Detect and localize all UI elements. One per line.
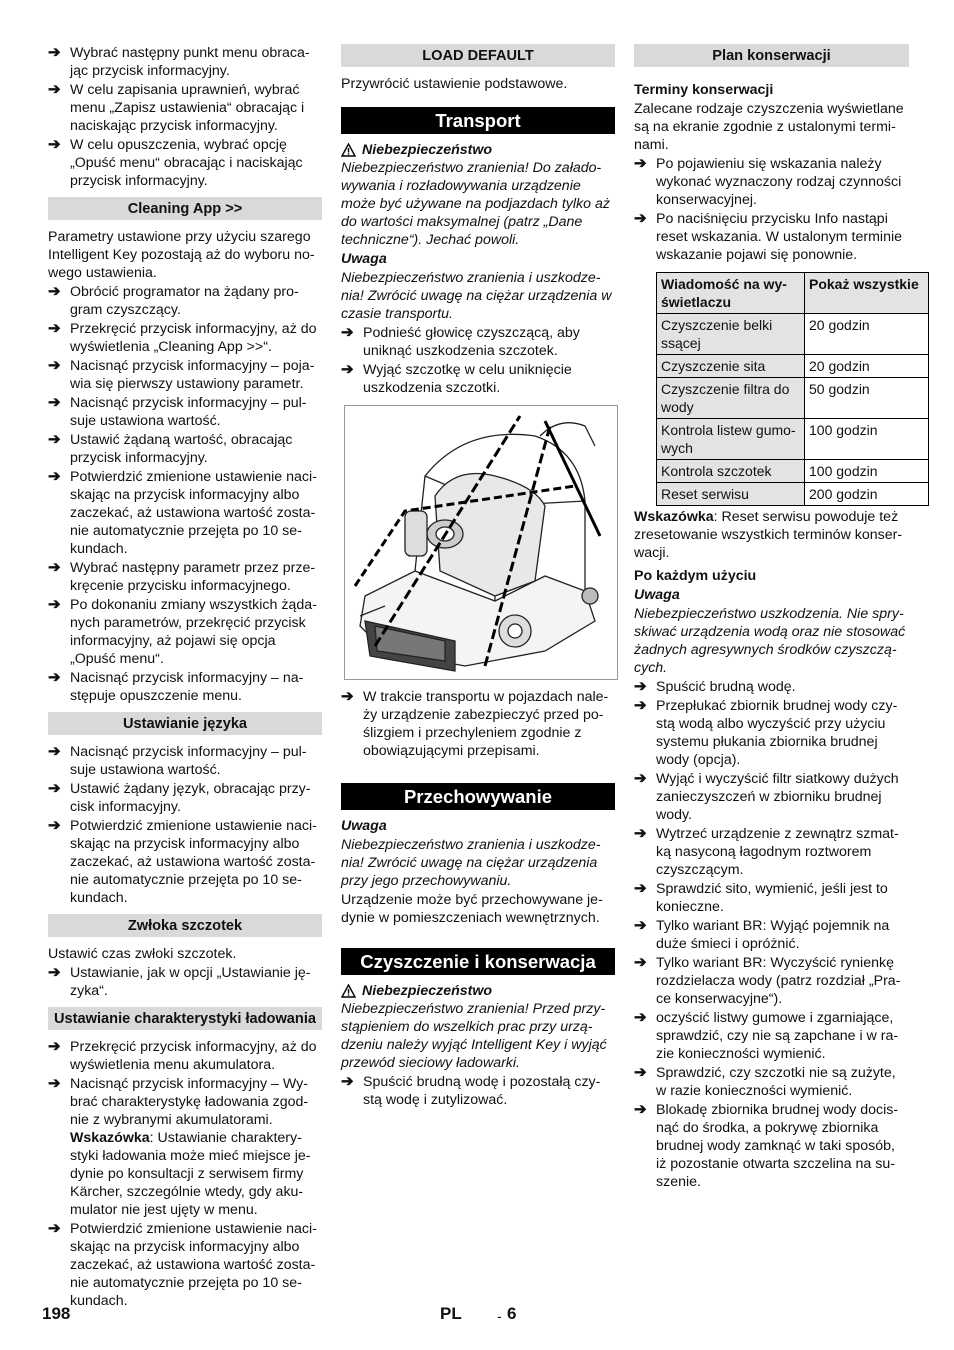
list-item: ➔ Podnieść głowicę czyszczącą, aby uniknąć uszkodzenia szczotek.: [341, 324, 580, 359]
list-item: ➔ Spuścić brudną wodę i pozostałą czy-stą wodę i zutylizować.: [341, 1073, 601, 1108]
note-label: Uwaga: [634, 587, 680, 603]
storage-heading: Przechowywanie: [341, 783, 615, 810]
cleaning-steps: [341, 1073, 615, 1109]
arrow-icon: ➔: [48, 431, 61, 448]
list-item: ➔ Po naciśnięciu przycisku Info nastąpi reset wskazania. W ustalonym terminie wskazanie pojawi się ponownie.: [634, 210, 903, 263]
after-use-steps: [634, 678, 909, 1191]
list-item: ➔ Po dokonaniu zmiany wszystkich żąda-nych parametrów, przekręcić przycisk informacyjny, aż pojawi się opcja „Opuść menu“.: [48, 596, 317, 667]
arrow-icon: ➔: [48, 81, 61, 98]
table-row: [657, 460, 929, 483]
table-header-row: [657, 273, 929, 314]
arrow-icon: ➔: [341, 324, 354, 341]
brush-delay-text: Ustawić czas zwłoki szczotek.: [48, 946, 237, 962]
column-middle: [341, 44, 615, 1110]
arrow-icon: ➔: [634, 1064, 647, 1081]
table-cell: Reset serwisu: [657, 483, 805, 506]
transport-after: [341, 688, 615, 760]
table-row: [657, 378, 929, 419]
arrow-icon: ➔: [48, 1038, 61, 1055]
list-item: ➔ Tylko wariant BR: Wyjąć pojemnik na duże śmieci i opróżnić.: [634, 917, 890, 952]
cleaning-app-heading: Cleaning App >>: [48, 197, 322, 220]
arrow-icon: ➔: [48, 964, 61, 981]
arrow-icon: ➔: [48, 596, 61, 613]
table-row: [657, 483, 929, 506]
danger-text: Niebezpieczeństwo zranienia! Przed przy-stąpieniem do wszelkich prac przy urzą-dzeniu należy wyjąć Intelligent Key i wyjąć przewód sieciowy ładowarki.: [341, 1001, 607, 1071]
storage-text: Urządzenie może być przechowywane je-dynie w pomieszczeniach wewnętrznych.: [341, 892, 603, 926]
danger-text: Niebezpieczeństwo zranienia! Do załado-wywania i rozładowywania urządzenie może być używane na podjazdach tylko aż do wartości maksymalnej (patrz „Dane techniczne“). Jechać powoli.: [341, 160, 610, 248]
table-row: [657, 419, 929, 460]
list-item: ➔ Blokadę zbiornika brudnej wody docis-nąć do środka, a pokrywę zbiornika brudnej wody zamknąć w taki sposób, iż pozostanie otwarta szczelina na su-szenie.: [634, 1101, 899, 1190]
arrow-icon: ➔: [634, 1101, 647, 1118]
scrubber-machine-illustration: [345, 406, 617, 679]
list-item: ➔ Wybrać następny punkt menu obraca-jąc przycisk informacyjny.: [48, 44, 310, 79]
list-item: ➔ Nacisnąć przycisk informacyjny – na-stępuje opuszczenie menu.: [48, 669, 304, 704]
load-default-heading: LOAD DEFAULT: [341, 44, 615, 67]
arrow-icon: ➔: [634, 1009, 647, 1026]
list-item: ➔ oczyścić listwy gumowe i zgarniające, sprawdzić, czy nie są zapchane i w ra-zie konieczności wymienić.: [634, 1009, 899, 1062]
note-text: Niebezpieczeństwo uszkodzenia. Nie spry-skiwać urządzenia wodą oraz nie stosować żadnych agresywnych środków czyszczą-cych.: [634, 606, 906, 676]
list-item: ➔ Spuścić brudną wodę.: [634, 678, 796, 695]
table-cell: Czyszczenie belki ssącej: [657, 314, 805, 355]
list-item: ➔ Nacisnąć przycisk informacyjny – poja-wia się pierwszy ustawiony parametr.: [48, 357, 315, 392]
arrow-icon: ➔: [48, 136, 61, 153]
arrow-icon: ➔: [634, 770, 647, 787]
warning-triangle-icon: [341, 984, 356, 998]
note-text: : Ustawianie charaktery-styki ładowania może mieć miejsce je-dynie po konsultacji z serwisem firmy Kärcher, szczególnie wtedy, gdy aku-mulator nie jest ujęty w menu.: [70, 1130, 311, 1218]
table-header: Wiadomość na wy-świetlaczu: [657, 273, 805, 314]
cleaning-app-steps: [48, 283, 322, 705]
section-page-number: 6: [507, 1304, 517, 1323]
list-item: ➔ Sprawdzić sito, wymienić, jeśli jest to konieczne.: [634, 880, 888, 915]
list-item: ➔ Przekręcić przycisk informacyjny, aż do wyświetlenia menu akumulatora.: [48, 1038, 317, 1073]
arrow-icon: ➔: [634, 917, 647, 934]
table-cell: Czyszczenie sita: [657, 355, 805, 378]
table-row: [657, 355, 929, 378]
arrow-icon: ➔: [634, 210, 647, 227]
cleaning-app-text: Parametry ustawione przy użyciu szarego Intelligent Key pozostają aż do wyboru no-wego ustawienia.: [48, 229, 315, 281]
list-item: ➔ Sprawdzić, czy szczotki nie są zużyte, w razie konieczności wymienić.: [634, 1064, 896, 1099]
warning-triangle-icon: [341, 143, 356, 157]
arrow-icon: ➔: [48, 1075, 61, 1092]
list-item: ➔ Przekręcić przycisk informacyjny, aż do wyświetlenia „Cleaning App >>“.: [48, 320, 317, 355]
brush-delay-heading: Zwłoka szczotek: [48, 914, 322, 937]
transport-heading: Transport: [341, 107, 615, 134]
note-label: Wskazówka: [70, 1130, 150, 1146]
list-item: ➔ Po pojawieniu się wskazania należy wykonać wyznaczony rodzaj czynności konserwacyjnej.: [634, 155, 902, 208]
table-cell: 50 godzin: [805, 378, 929, 419]
note-label: Uwaga: [341, 251, 387, 267]
list-item: ➔ Wytrzeć urządzenie z zewnątrz szmat-ką nasyconą łagodnym roztworem czyszczącym.: [634, 825, 899, 878]
arrow-icon: ➔: [48, 44, 61, 61]
table-cell: 200 godzin: [805, 483, 929, 506]
danger-label: Niebezpieczeństwo: [341, 141, 615, 159]
language-heading: Ustawianie języka: [48, 712, 322, 735]
list-item: ➔ Wybrać następny parametr przez prze-kręcenie przycisku informacyjnego.: [48, 559, 316, 594]
arrow-icon: ➔: [48, 283, 61, 300]
charging-steps: [48, 1038, 322, 1310]
list-item: ➔ Ustawić żądany język, obracając przy-cisk informacyjny.: [48, 780, 311, 815]
table-cell: Kontrola szczotek: [657, 460, 805, 483]
table-cell: Czyszczenie filtra do wody: [657, 378, 805, 419]
language-code: PL: [440, 1304, 462, 1323]
arrow-icon: ➔: [341, 1073, 354, 1090]
arrow-icon: ➔: [634, 880, 647, 897]
transport-steps: [341, 324, 615, 397]
arrow-icon: ➔: [48, 559, 61, 576]
arrow-icon: ➔: [341, 361, 354, 378]
terms-text: Zalecane rodzaje czyszczenia wyświetlane są na ekranie zgodnie z ustalonymi termi-nami.: [634, 101, 904, 153]
arrow-icon: ➔: [48, 1220, 61, 1237]
arrow-icon: ➔: [634, 678, 647, 695]
arrow-icon: ➔: [48, 320, 61, 337]
table-cell: 100 godzin: [805, 419, 929, 460]
footer-separator: -: [497, 1308, 502, 1324]
note-text: Niebezpieczeństwo zranienia i uszkodze-nia! Zwrócić uwagę na ciężar urządzenia w czasie transportu.: [341, 270, 612, 322]
list-item: ➔ Potwierdzić zmienione ustawienie naci-skając na przycisk informacyjny albo zaczekać, aż ustawiona wartość zosta-nie automatycznie przejęta po 10 se-kundach.: [48, 817, 317, 906]
list-item: ➔ Ustawianie, jak w opcji „Ustawianie ję-zyka“.: [48, 964, 311, 999]
list-item: ➔ Wyjąć szczotkę w celu uniknięcie uszkodzenia szczotki.: [341, 361, 572, 396]
column-left: [48, 44, 322, 1311]
list-item: ➔ W trakcie transportu w pojazdach nale-ży urządzenie zabezpieczyć przed po-ślizgiem i przechyleniem zgodnie z obowiązującymi przepisami.: [341, 688, 609, 759]
list-item: ➔ Ustawić żądaną wartość, obracając przycisk informacyjny.: [48, 431, 293, 466]
brush-delay-steps: [48, 964, 322, 1000]
table-cell: 100 godzin: [805, 460, 929, 483]
arrow-icon: ➔: [634, 825, 647, 842]
arrow-icon: ➔: [48, 468, 61, 485]
list-item: ➔ W celu opuszczenia, wybrać opcję „Opuść menu“ obracając i naciskając przycisk informacyjny.: [48, 136, 303, 189]
arrow-icon: ➔: [48, 817, 61, 834]
list-item: ➔ Tylko wariant BR: Wyczyścić rynienkę rozdzielacza wody (patrz rozdział „Pra-ce konserwacyjne“).: [634, 954, 901, 1007]
table-cell: 20 godzin: [805, 355, 929, 378]
list-item: ➔ Obrócić programator na żądany pro-gram czyszczący.: [48, 283, 299, 318]
arrow-icon: ➔: [48, 394, 61, 411]
arrow-icon: ➔: [48, 743, 61, 760]
cleaning-heading: Czyszczenie i konserwacja: [341, 948, 615, 975]
after-use-title: Po każdym użyciu: [634, 568, 757, 584]
arrow-icon: ➔: [341, 688, 354, 705]
arrow-icon: ➔: [48, 780, 61, 797]
table-row: [657, 314, 929, 355]
table-header: Pokaż wszystkie: [805, 273, 929, 314]
arrow-icon: ➔: [48, 357, 61, 374]
arrow-icon: ➔: [48, 669, 61, 686]
note-text: Niebezpieczeństwo zranienia i uszkodze-nia! Zwrócić uwagę na ciężar urządzenia przy jego przechowywaniu.: [341, 837, 601, 889]
arrow-icon: ➔: [634, 954, 647, 971]
list-item: ➔ W celu zapisania uprawnień, wybrać menu „Zapisz ustawienia“ obracając i naciskając przycisk informacyjny.: [48, 81, 305, 134]
plan-heading: Plan konserwacji: [634, 44, 909, 67]
list-item: ➔ Potwierdzić zmienione ustawienie naci-skając na przycisk informacyjny albo zaczekać, aż ustawiona wartość zosta-nie automatycznie przejęta po 10 se-kundach.: [48, 468, 317, 557]
note-label: Uwaga: [341, 818, 387, 834]
list-item: ➔ Wyjąć i wyczyścić filtr siatkowy dużych zanieczyszczeń w zbiorniku brudnej wody.: [634, 770, 899, 823]
list-item: ➔ Nacisnąć przycisk informacyjny – pul-suje ustawiona wartość.: [48, 394, 307, 429]
table-cell: Kontrola listew gumo-wych: [657, 419, 805, 460]
load-default-text: Przywrócić ustawienie podstawowe.: [341, 76, 568, 92]
maintenance-table: [656, 272, 929, 506]
plan-steps: [634, 155, 909, 264]
arrow-icon: ➔: [634, 697, 647, 714]
list-item: ➔ Potwierdzić zmienione ustawienie naci-skając na przycisk informacyjny albo zaczekać, aż ustawiona wartość zosta-nie automatycznie przejęta po 10 se-kundach.: [48, 1220, 317, 1309]
page-number: 198: [42, 1304, 71, 1323]
list-item: ➔ Nacisnąć przycisk informacyjny – pul-suje ustawiona wartość.: [48, 743, 307, 778]
list-item: ➔ Nacisnąć przycisk informacyjny – Wy-brać charakterystykę ładowania zgod-nie z wybranymi akumulatorami. Wskazówka: Ustawianie charaktery-styki ładowania może mieć miejsce je-dynie po konsultacji z serwisem firmy Kärcher, szczególnie wtedy, gdy aku-mulator nie jest ujęty w menu.: [48, 1075, 311, 1218]
column-right: [634, 44, 919, 1192]
arrow-icon: ➔: [634, 155, 647, 172]
table-cell: 20 godzin: [805, 314, 929, 355]
transport-illustration: [344, 405, 618, 680]
intro-steps: [48, 44, 322, 190]
danger-label: Niebezpieczeństwo: [341, 982, 615, 1000]
charging-heading: Ustawianie charakterystyki ładowania: [48, 1007, 322, 1030]
language-steps: [48, 743, 322, 907]
list-item: ➔ Przepłukać zbiornik brudnej wody czy-stą wodą albo wyczyścić przy użyciu systemu płukania zbiornika brudnej wody (opcja).: [634, 697, 898, 768]
plan-note: Wskazówka: Reset serwisu powoduje też zresetowanie wszystkich terminów konser-wacji.: [634, 509, 903, 561]
terms-title: Terminy konserwacji: [634, 82, 774, 98]
